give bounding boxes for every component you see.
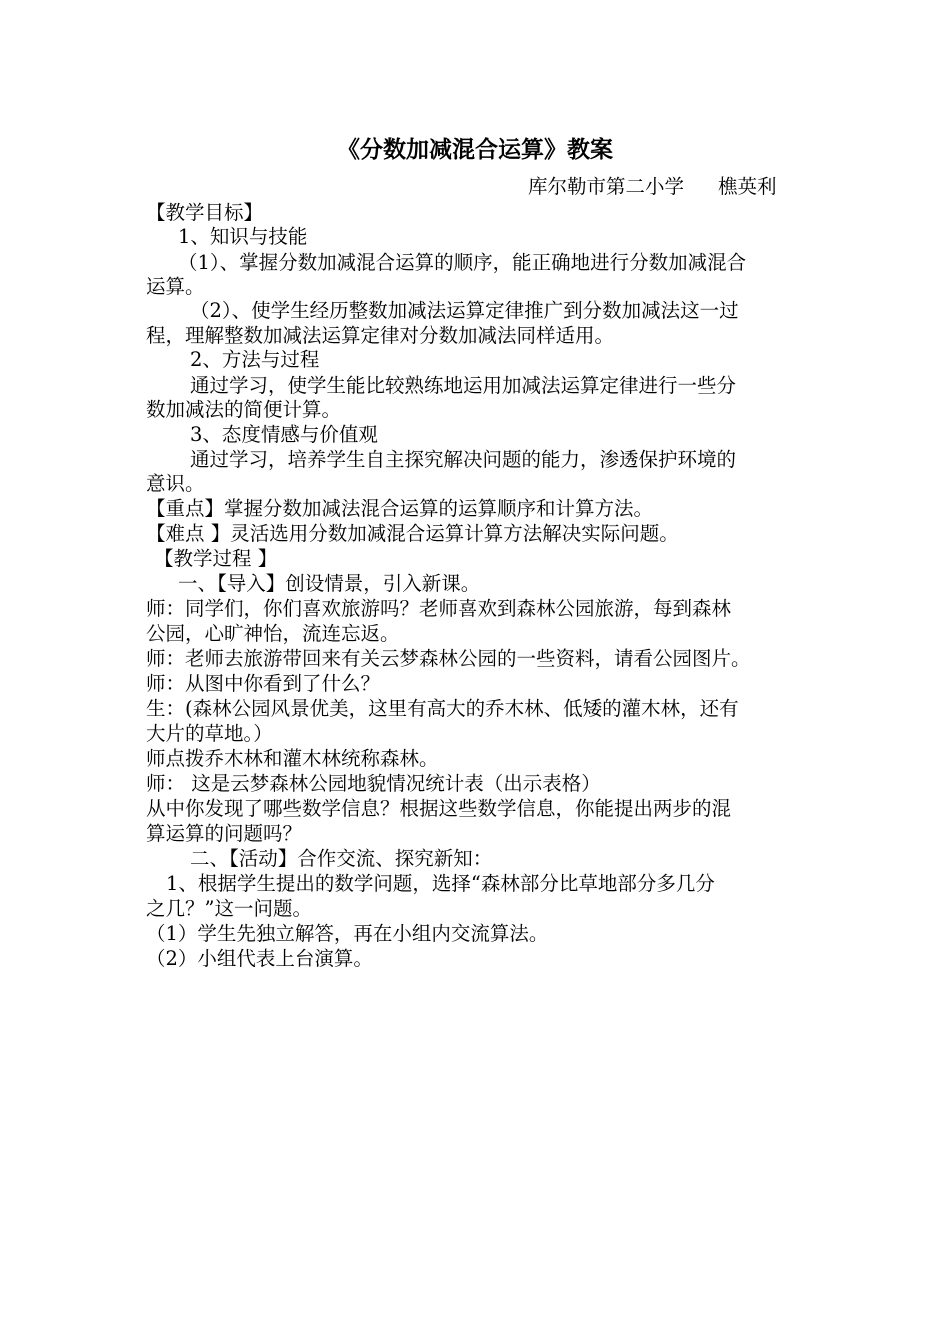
paragraph-line: 公园，心旷神怡，流连忘返。: [146, 622, 400, 645]
subheading-methods-process: 2、方法与过程: [190, 348, 320, 371]
difficult-point-line: 【难点 】灵活选用分数加减混合运算计算方法解决实际问题。: [146, 522, 679, 545]
author-school: 库尔勒市第二小学: [528, 175, 685, 198]
paragraph-line: 从中你发现了哪些数学信息？根据这些数学信息，你能提出两步的混: [146, 797, 732, 820]
paragraph-line: 师：从图中你看到了什么？: [146, 672, 381, 695]
paragraph-line: 之几？”这一问题。: [146, 897, 312, 920]
paragraph-line: 1、根据学生提出的数学问题，选择“森林部分比草地部分多几分: [166, 872, 715, 895]
section-activity: 二、【活动】合作交流、探究新知：: [190, 847, 493, 870]
subheading-attitude-values: 3、态度情感与价值观: [190, 423, 378, 446]
paragraph-line: 师：同学们，你们喜欢旅游吗？老师喜欢到森林公园旅游，每到森林: [146, 597, 732, 620]
paragraph-line: 算运算的问题吗？: [146, 822, 303, 845]
paragraph-line: （2）小组代表上台演算。: [146, 947, 373, 970]
paragraph-line: （1）、掌握分数加减混合运算的顺序，能正确地进行分数加减混合: [178, 251, 747, 274]
paragraph-line: 通过学习，使学生能比较熟练地运用加减法运算定律进行一些分: [190, 374, 737, 397]
paragraph-line: 意识。: [146, 472, 205, 495]
paragraph-line: 程，理解整数加减法运算定律对分数加减法同样适用。: [146, 324, 615, 347]
paragraph-line: 师： 这是云梦森林公园地貌情况统计表（出示表格）: [146, 772, 601, 795]
author-line: [528, 174, 777, 200]
paragraph-line: 运算。: [146, 275, 205, 298]
paragraph-line: 师点拨乔木林和灌木林统称森林。: [146, 747, 439, 770]
paragraph-line: 通过学习，培养学生自主探究解决问题的能力，渗透保护环境的: [190, 448, 737, 471]
paragraph-line: （2）、使学生经历整数加减法运算定律推广到分数加减法这一过: [190, 299, 739, 322]
paragraph-line: 师：老师去旅游带回来有关云梦森林公园的一些资料，请看公园图片。: [146, 647, 751, 670]
paragraph-line: 生：(森林公园风景优美，这里有高大的乔木林、低矮的灌木林，还有: [146, 697, 739, 720]
paragraph-line: （1）学生先独立解答，再在小组内交流算法。: [146, 922, 549, 945]
key-point-line: 【重点】掌握分数加减法混合运算的运算顺序和计算方法。: [146, 497, 654, 520]
document-title: 《分数加减混合运算》教案: [337, 136, 613, 163]
paragraph-line: 数加减法的简便计算。: [146, 398, 342, 421]
author-name: 樵英利: [718, 175, 777, 198]
subheading-knowledge-skills: 1、知识与技能: [178, 225, 308, 248]
heading-teaching-goals: 【教学目标】: [146, 201, 264, 224]
paragraph-line: 大片的草地。）: [146, 722, 273, 745]
section-intro: 一、【导入】创设情景，引入新课。: [178, 572, 481, 595]
heading-teaching-process: 【教学过程 】: [154, 547, 278, 570]
